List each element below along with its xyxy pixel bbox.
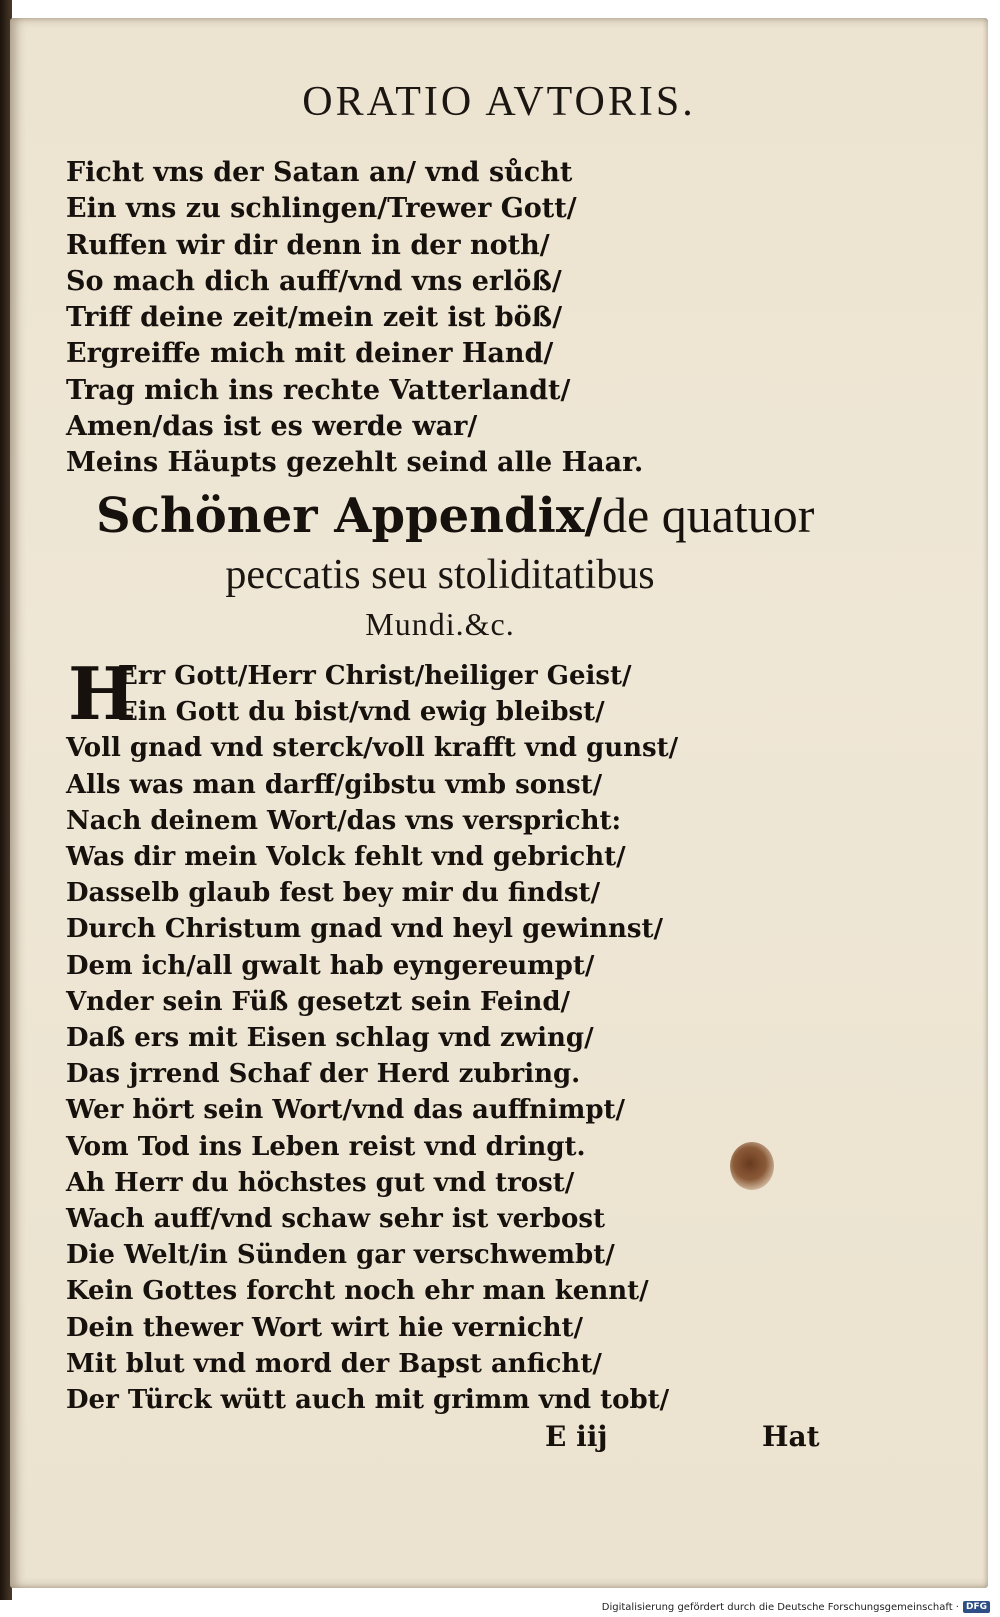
- ink-stain: [730, 1142, 774, 1190]
- section-title: [96, 486, 815, 544]
- poem2-line: Was dir mein Volck fehlt vnd gebricht/: [66, 842, 626, 873]
- poem2-line: Ah Herr du höchstes gut vnd trost/: [66, 1167, 575, 1198]
- poem2-first-line: Err Gott/Herr Christ/heiliger Geist/: [118, 661, 632, 691]
- poem2-line: Das jrrend Schaf der Herd zubring.: [66, 1059, 581, 1090]
- poem1-line: Ein vns zu schlingen/Trewer Gott/: [66, 193, 577, 225]
- poem-stanza-1: [66, 155, 643, 482]
- section-title-line-3: Mundi.&c.: [365, 606, 515, 642]
- poem2-line: Durch Christum gnad vnd heyl gewinnst/: [66, 914, 664, 945]
- poem2-line: Ein Gott du bist/vnd ewig bleibst/: [118, 697, 605, 728]
- poem2-line: Dem ich/all gwalt hab eyngereumpt/: [66, 950, 595, 981]
- poem1-line: Trag mich ins rechte Vatterlandt/: [66, 374, 571, 406]
- footer-text: Digitalisierung gefördert durch die Deutsche Forschungsgemeinschaft ·: [601, 1601, 959, 1613]
- poem2-line: Voll gnad vnd sterck/voll krafft vnd gunst/: [66, 733, 679, 764]
- drop-capital: H: [68, 651, 137, 736]
- poem1-line: So mach dich auff/vnd vns erlöß/: [66, 265, 562, 297]
- catchword: Hat: [762, 1420, 820, 1453]
- signature-mark: E iij: [545, 1420, 608, 1453]
- poem2-line: Mit blut vnd mord der Bapst anficht/: [66, 1348, 602, 1379]
- section-title-latin: de quatuor: [602, 487, 815, 543]
- poem1-line: Ruffen wir dir denn in der noth/: [66, 229, 550, 261]
- running-header: ORATIO AVTORIS.: [302, 79, 696, 125]
- section-title-german: Schöner Appendix/: [96, 488, 602, 544]
- poem2-line: Vnder sein Füß gesetzt sein Feind/: [66, 986, 571, 1017]
- digitization-footer: [602, 1601, 990, 1613]
- poem2-line: Vom Tod ins Leben reist vnd dringt.: [66, 1131, 586, 1162]
- poem2-line: Der Türck wütt auch mit grimm vnd tobt/: [66, 1385, 670, 1416]
- poem2-line: Dein thewer Wort wirt hie vernicht/: [66, 1312, 583, 1343]
- poem-stanza-2: [66, 651, 679, 1418]
- section-title-line-2: peccatis seu stoliditatibus: [225, 552, 655, 598]
- poem2-line: Alls was man darff/gibstu vmb sonst/: [66, 769, 603, 800]
- poem2-line: Nach deinem Wort/das vns verspricht:: [66, 805, 622, 836]
- poem2-line: Kein Gottes forcht noch ehr man kennt/: [66, 1276, 649, 1307]
- book-page: [10, 18, 988, 1588]
- poem2-line: Wach auff/vnd schaw sehr ist verbost: [66, 1204, 605, 1235]
- poem1-line: Meins Häupts gezehlt seind alle Haar.: [66, 447, 644, 479]
- poem1-line: Ergreiffe mich mit deiner Hand/: [66, 338, 554, 370]
- poem1-line: Triff deine zeit/mein zeit ist böß/: [66, 302, 563, 334]
- dfg-logo-icon: DFG: [963, 1601, 990, 1613]
- poem2-line: Wer hört sein Wort/vnd das auffnimpt/: [66, 1095, 626, 1126]
- poem1-line: Amen/das ist es werde war/: [66, 411, 478, 443]
- poem2-line: Die Welt/in Sünden gar verschwembt/: [66, 1240, 615, 1271]
- poem1-line: Ficht vns der Satan an/ vnd sůcht: [66, 157, 573, 188]
- poem2-line: Dasselb glaub fest bey mir du findst/: [66, 878, 601, 909]
- poem2-line: Daß ers mit Eisen schlag vnd zwing/: [66, 1023, 594, 1054]
